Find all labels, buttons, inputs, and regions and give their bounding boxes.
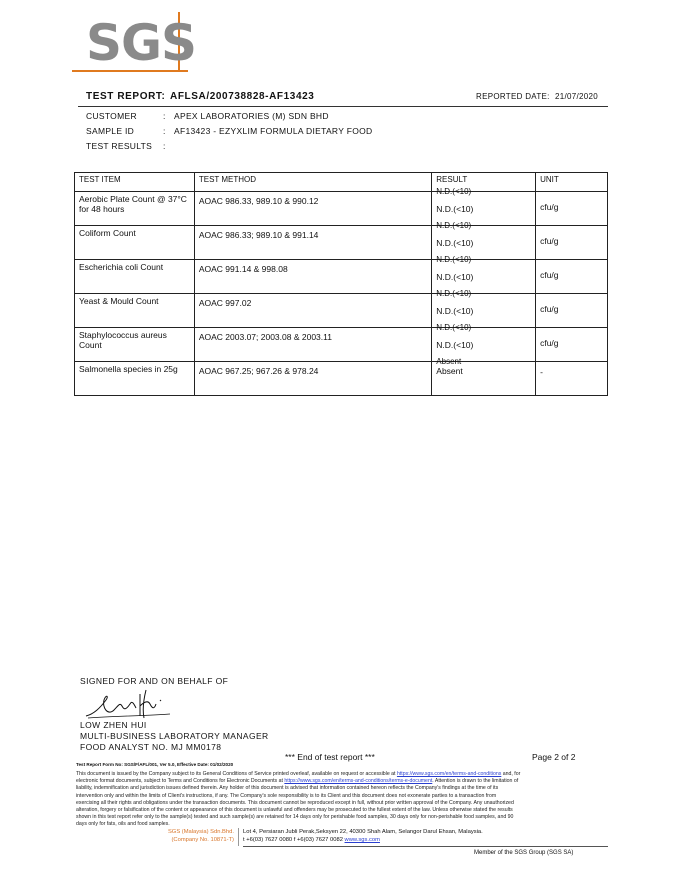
sgs-group-member: Member of the SGS Group (SGS SA)	[474, 850, 574, 856]
e-document-terms-link[interactable]: https://www.sgs.com/en/terms-and-conditions/terms-e-document	[284, 778, 433, 785]
company-number: (Company No. 10871-T)	[171, 837, 234, 843]
disclaimer-line: days only for fats, oils and food samples.	[76, 821, 170, 828]
signed-on-behalf-label: SIGNED FOR AND ON BEHALF OF	[80, 676, 229, 686]
unit-text: cfu/g	[540, 236, 559, 246]
test-method-text: AOAC 997.02	[198, 298, 252, 308]
result-ghost: N.D.(<10)	[436, 323, 472, 332]
disclaimer-line	[76, 771, 608, 778]
report-number: AFLSA/200738828-AF13423	[170, 91, 315, 102]
form-number: Test Report Form No: SGS/F/AFL/001, Ver 5.0, Effective Date: 01/02/2020	[76, 762, 234, 767]
table-row	[75, 192, 608, 226]
disclaimer-line	[76, 778, 608, 785]
signatory-name: LOW ZHEN HUI	[80, 720, 147, 730]
unit-cell	[536, 192, 608, 226]
result-cell	[432, 328, 536, 366]
test-item-cell: Aerobic Plate Count @ 37°C for 48 hours	[75, 192, 195, 226]
results-table	[74, 172, 608, 396]
test-method-cell	[194, 260, 431, 294]
logo-text: SGS	[86, 14, 197, 72]
reported-date-label: REPORTED DATE:	[476, 92, 550, 101]
unit-text: cfu/g	[540, 304, 559, 314]
unit-text: cfu/g	[540, 270, 559, 280]
header-result-label: RESULT	[436, 175, 468, 184]
test-item-cell: Coliform Count	[75, 226, 195, 260]
unit-cell	[536, 362, 608, 396]
terms-link[interactable]: https://www.sgs.com/en/terms-and-conditions	[396, 771, 502, 777]
header-test-item: TEST ITEM	[75, 173, 195, 192]
result-value: N.D.(<10)	[436, 238, 474, 248]
signature-icon	[84, 686, 174, 722]
website-link[interactable]: www.sgs.com	[344, 837, 380, 843]
signature-image	[84, 686, 174, 722]
table-row	[75, 362, 608, 396]
reported-date: 21/07/2020	[555, 92, 599, 101]
result-value: N.D.(<10)	[436, 340, 474, 350]
sample-label: SAMPLE ID	[86, 126, 135, 136]
test-item-cell: Yeast & Mould Count	[75, 294, 195, 328]
result-value: N.D.(<10)	[436, 306, 474, 316]
disclaimer-line: alteration, forgery or falsification of the content or appearance of this document is unlawful and offenders may be prosecuted to the fullest extent of the law. Unless otherwise stated the results	[76, 807, 513, 814]
table-row	[75, 226, 608, 260]
table-header-row	[75, 173, 608, 192]
company-name: SGS (Malaysia) Sdn.Bhd.	[167, 829, 234, 835]
unit-text: cfu/g	[540, 202, 559, 212]
disclaimer-line: exercising all their rights and obligations under the transaction documents. This document cannot be reproduced except in full, without prior written approval of the Company. Any unauthorized	[76, 799, 514, 806]
disclaimer-line: intervention only and within the limits of Client's instructions, if any. The Company's sole responsibility is to its Client and this document does not exonerate parties to a transaction from	[76, 792, 497, 799]
company-contact	[243, 837, 380, 843]
header-result-ghost: N.D.(<10)	[436, 187, 472, 196]
result-ghost: N.D.(<10)	[436, 221, 472, 230]
test-method-text: AOAC 991.14 & 998.08	[198, 264, 288, 274]
signatory-analyst-no: FOOD ANALYST NO. MJ MM0178	[80, 742, 222, 752]
signatory-title: MULTI-BUSINESS LABORATORY MANAGER	[80, 731, 269, 741]
sample-separator: :	[163, 126, 166, 136]
contact-numbers: t +6(03) 7627 0080 f +6(03) 7627 0082	[243, 837, 345, 843]
test-method-cell	[194, 226, 431, 260]
disclaimer-text: and, for	[501, 771, 521, 777]
unit-text: cfu/g	[540, 338, 559, 348]
test-method-text: AOAC 967.25; 967.26 & 978.24	[198, 366, 319, 376]
results-separator: :	[163, 141, 166, 151]
header-divider	[78, 106, 608, 107]
result-cell	[432, 362, 536, 396]
unit-cell	[536, 226, 608, 260]
result-ghost: Absent	[436, 357, 462, 366]
unit-cell	[536, 328, 608, 362]
test-method-text: AOAC 2003.07; 2003.08 & 2003.11	[198, 332, 332, 342]
test-method-cell	[194, 294, 431, 328]
test-method-cell	[194, 362, 431, 396]
unit-text: -	[540, 367, 543, 377]
test-method-cell	[194, 192, 431, 226]
table-row	[75, 260, 608, 294]
table-row	[75, 328, 608, 362]
unit-cell	[536, 260, 608, 294]
customer-label: CUSTOMER	[86, 111, 137, 121]
test-item-cell: Salmonella species in 25g	[75, 362, 195, 396]
result-cell	[432, 226, 536, 264]
result-cell	[432, 260, 536, 298]
disclaimer-text: . Attention is drawn to the limitation of	[432, 778, 519, 785]
test-method-cell	[194, 328, 431, 362]
result-ghost: N.D.(<10)	[436, 289, 472, 298]
footer-rule	[243, 846, 608, 847]
result-cell	[432, 192, 536, 230]
header-result	[432, 173, 536, 196]
test-item-cell: Escherichia coli Count	[75, 260, 195, 294]
header-unit: UNIT	[536, 173, 608, 192]
end-of-report: *** End of test report ***	[285, 752, 375, 762]
company-address: Lot 4, Persiaran Jubli Perak,Seksyen 22, 40300 Shah Alam, Selangor Darul Ehsan, Malaysia.	[243, 829, 483, 835]
result-ghost: N.D.(<10)	[436, 255, 472, 264]
disclaimer-text: This document is issued by the Company subject to its General Conditions of Service printed overleaf, available on request or accessible at	[76, 771, 397, 777]
footer-divider	[238, 828, 239, 846]
unit-cell	[536, 294, 608, 328]
result-value: N.D.(<10)	[436, 204, 474, 214]
customer-value: APEX LABORATORIES (M) SDN BHD	[174, 111, 329, 121]
sample-value: AF13423 - EZYXLIM FORMULA DIETARY FOOD	[174, 126, 373, 136]
table-row	[75, 294, 608, 328]
disclaimer-line: liability, indemnification and jurisdiction issues defined therein. Any holder of this document is advised that information contained hereon reflects the Company's findings at the time of its	[76, 785, 499, 792]
header-test-method: TEST METHOD	[194, 173, 431, 192]
test-item-cell: Staphylococcus aureus Count	[75, 328, 195, 362]
test-method-text: AOAC 986.33, 989.10 & 990.12	[198, 196, 319, 206]
result-value: N.D.(<10)	[436, 272, 474, 282]
test-method-text: AOAC 986.33; 989.10 & 991.14	[198, 230, 319, 240]
results-label: TEST RESULTS	[86, 141, 153, 151]
page-number: Page 2 of 2	[532, 752, 576, 762]
disclaimer-text: electronic format documents, subject to Terms and Conditions for Electronic Documents at	[76, 778, 285, 785]
report-label: TEST REPORT:	[86, 91, 166, 102]
result-value: Absent	[436, 366, 463, 376]
disclaimer-line: shown in this test report refer only to the sample(s) tested and such sample(s) are retained for 14 days only for perishable food samples, 30 days only for non-perishable food samples, and 90	[76, 814, 514, 821]
customer-separator: :	[163, 111, 166, 121]
disclaimer	[76, 771, 608, 829]
result-cell	[432, 294, 536, 332]
